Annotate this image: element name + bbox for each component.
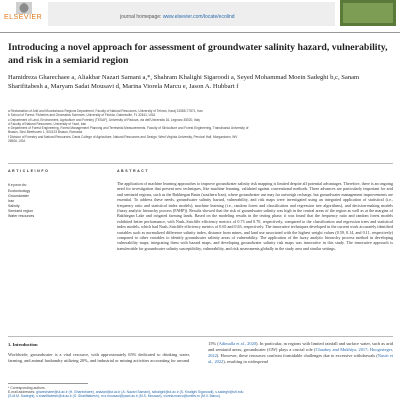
header-divider	[0, 32, 400, 33]
keyword-item: Water resources	[8, 214, 35, 218]
author-list: Hamidreza Gharechaee a, Aliakbar Nazari Samani a,*, Shahram Khalighi Sigaroodi a, Seyed Mohammad Moein Sadeghi b,c, Sanam Sharifitabesh a, Maryam Sadat Mousavi d, Marina Viorela Marcu e, Jason A. Hubbart f	[8, 74, 360, 90]
affiliation-line: c Department of Land, Environment, Agriculture and Forestry (TESAF), University of Padova, via dell'Università 16, Legnaro 35020, Italy	[8, 117, 200, 122]
email-addresses[interactable]: gharechaee@ut.ac.ir (H. Gharechaee), anazari@ut.ac.ir (A. Nazari Samani), skhalighi@ut.ac.ir (S. Khalighi Sigaroodi), s.sadeghi@ufl.edu	[36, 390, 244, 395]
affiliation-line: e Department of Forest Engineering, Forest Management Planning and Terrestrial Measurements, Faculty of Silviculture and Forest Engineering, Transilvania University of	[8, 126, 249, 131]
affiliation-line: b School of Forest, Fisheries and Geomatics Sciences, University of Florida, Gainesville, FL 32611, USA	[8, 113, 156, 118]
keyword-list	[8, 189, 34, 219]
affiliation-line: d Faculty of Natural Resources, University of Yazd, Iran	[8, 121, 87, 126]
keyword-item: Groundwater	[8, 194, 29, 198]
section-divider	[8, 163, 393, 164]
article-title: Introducing a novel approach for assessment of groundwater salinity hazard, vulnerability, and risk in a semiarid region	[8, 42, 388, 66]
keywords-heading: Keywords:	[8, 183, 28, 187]
email-label: E-mail addresses:	[8, 390, 36, 395]
intro-column-left: Worldwide, groundwater is a vital resource, with approximately 65% dedicated to drinking water, farming, and animal husbandry utilizing 20%, and industrial or mining activities accounting for around	[8, 352, 190, 363]
intro-heading: 1. Introduction	[8, 342, 38, 347]
keyword-item: Iran	[8, 199, 15, 203]
affiliation-line: a Reclamation of Arid and Mountainous Regions Department, Faculty of Natural Resources, University of Tehran, Karaj 31585-77871, Iran	[8, 109, 203, 113]
corresponding-note: * Corresponding authors.	[8, 386, 46, 390]
citation-link[interactable]: Adimalla et al., 2020	[218, 341, 256, 346]
homepage-link[interactable]: www.elsevier.com/locate/ecolind	[162, 14, 235, 20]
publisher-name: ELSEVIER	[4, 14, 43, 21]
citation-link[interactable]: Hoogesteger, 2022	[208, 347, 394, 358]
intro-column-right	[208, 341, 393, 365]
abstract-heading: A B S T R A C T	[117, 169, 148, 173]
intro-text: ). However, these resources confront formidable challenges due to excessive withdrawals (	[216, 353, 378, 358]
homepage-label: journal homepage:	[120, 14, 162, 20]
keyword-item: Semiarid region	[8, 209, 34, 213]
keyword-item: Ecotoxicology	[8, 189, 31, 193]
abstract-text: The application of machine learning approaches to improve groundwater salinity risk mapping is limited despite all potential advantages. Therefore, there is an ongoing need for investigation that present new techniques, like machine learning, validated against conventional methods. These advances are particularly important for arid and semiarid regions, such as the Bakhtegan Basin (southern Iran), where groundwater use may far outweigh recharge, but groundwater management improvements are essential. To address these needs, groundwater salinity hazard, vulnerability, and risk maps were investigated using an integrated application of statistical (i.e., frequency ratio and statistical index models), machine learning (i.e., random forest and classification and regression tree algorithms), and decision-making models (fuzzy analytic hierarchy process (FAHP)). Results showed that the risk of groundwater salinity was high in the central areas of the region as well as at the margins of Bakhtegan Lake and irrigated farming lands. Based on the modeling results in the testing phase, it was found that the frequency ratio and random forest models exhibited better performance, with Nash–Sutcliffe efficiency metrics of 0.73 and 0.70, respectively, compared to the classification and regression trees and statistical index models, which had Nash–Sutcliffe efficiency metrics of 0.65 and 0.63, respectively. The innovative techniques developed in the current work accurately identified variables such as normalized difference salinity index, distance from mines, and land use associated with the highest weight values (0.59, 0.14, and 0.11, respectively) compared to other variables to identify groundwater salinity areas of vulnerability. The application of the fuzzy analytic hierarchy process method in developing vulnerability maps, integrating them with hazard maps, and developing groundwater salinity risk maps was innovative in this study. The innovative approach is transferrable for groundwater salinity susceptibility, vulnerability, and risk assessments globally in the study area and similar settings.	[117, 181, 393, 251]
intro-text: ), resulting in widespread	[223, 359, 268, 364]
journal-cover-art	[343, 3, 393, 23]
footnote	[8, 386, 393, 399]
affiliation-line: 26506, USA	[8, 139, 26, 144]
email-line-2[interactable]: (S.M.M. Sadeghi), s.sharifitabesh@ut.ac.ir (S. Sharifitabesh), m.s.mousavi@yazd.ac.ir (M.S. Mousavi), viorela.marcu@unitbv.ro (M.V. Marcu)	[8, 394, 221, 399]
citation-link[interactable]: Nasiri et al., 2022	[208, 353, 393, 364]
keyword-item: Salinity	[8, 204, 20, 208]
affiliation-line: f Division of Forestry and Natural Resources, Davis College of Agriculture, Natural Resources and Design, West Virginia University, Percival Hall, Morgantown, WV	[8, 134, 238, 139]
section-divider	[8, 336, 393, 337]
affiliations	[8, 109, 393, 143]
affiliation-line: Brasov, Șirul Beethoven 1, 500123 Brasov, Romania	[8, 130, 83, 135]
intro-text: ;	[367, 347, 370, 352]
journal-homepage	[120, 14, 235, 20]
intro-text: ). In particular, in regions with limited rainfall and surface water, such as arid and semiarid areas, groundwater (GW) plays a crucial role (	[208, 341, 393, 352]
article-info-heading: A R T I C L E I N F O	[8, 169, 49, 173]
footnote-rule	[8, 383, 88, 384]
intro-text: 15% (	[208, 341, 219, 346]
citation-link[interactable]: Chaubey and Mukhiya, 2017	[315, 347, 368, 352]
